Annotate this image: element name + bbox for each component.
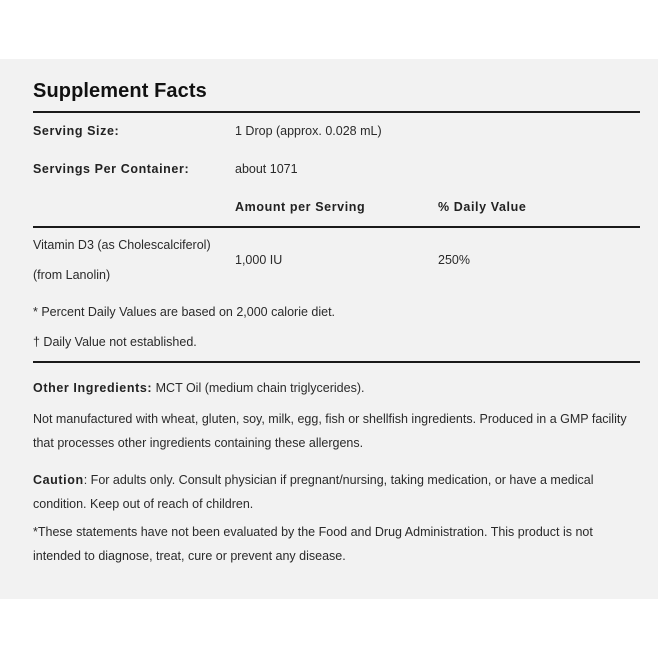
nutrient-daily-value: 250% bbox=[438, 253, 470, 267]
supplement-facts-title: Supplement Facts bbox=[33, 80, 207, 102]
caution-label: Caution bbox=[33, 473, 84, 487]
footnote-daily-value-not-established: † Daily Value not established. bbox=[33, 335, 197, 349]
other-ingredients bbox=[33, 381, 364, 395]
facts-bottom-divider bbox=[33, 361, 640, 363]
amount-per-serving-header: Amount per Serving bbox=[235, 200, 366, 214]
allergen-line1: Not manufactured with wheat, gluten, soy, milk, egg, fish or shellfish ingredients. Produced in a GMP facility bbox=[33, 412, 627, 426]
disclaimer-line1: *These statements have not been evaluated by the Food and Drug Administration. This product is not bbox=[33, 525, 593, 539]
other-ingredients-value: MCT Oil (medium chain triglycerides). bbox=[152, 381, 365, 395]
caution-line1 bbox=[33, 473, 594, 487]
footnote-percent-daily-values: * Percent Daily Values are based on 2,000 calorie diet. bbox=[33, 305, 336, 319]
caution-text: : For adults only. Consult physician if pregnant/nursing, taking medication, or have a medical bbox=[83, 473, 594, 487]
nutrient-amount: 1,000 IU bbox=[235, 253, 283, 267]
servings-per-container-value: about 1071 bbox=[235, 162, 298, 176]
disclaimer-line2: intended to diagnose, treat, cure or prevent any disease. bbox=[33, 549, 346, 563]
serving-size-value: 1 Drop (approx. 0.028 mL) bbox=[235, 124, 382, 138]
nutrient-name-line1: Vitamin D3 (as Cholescalciferol) bbox=[33, 238, 211, 252]
header-divider bbox=[33, 226, 640, 228]
title-divider bbox=[33, 111, 640, 113]
servings-per-container-label: Servings Per Container: bbox=[33, 162, 190, 176]
caution-line2: condition. Keep out of reach of children. bbox=[33, 497, 254, 511]
daily-value-header: % Daily Value bbox=[438, 200, 527, 214]
nutrient-name-line2: (from Lanolin) bbox=[33, 268, 111, 282]
serving-size-label: Serving Size: bbox=[33, 124, 120, 138]
other-ingredients-label: Other Ingredients: bbox=[33, 381, 153, 395]
allergen-line2: that processes other ingredients containing these allergens. bbox=[33, 436, 364, 450]
supplement-facts-panel bbox=[0, 59, 658, 599]
